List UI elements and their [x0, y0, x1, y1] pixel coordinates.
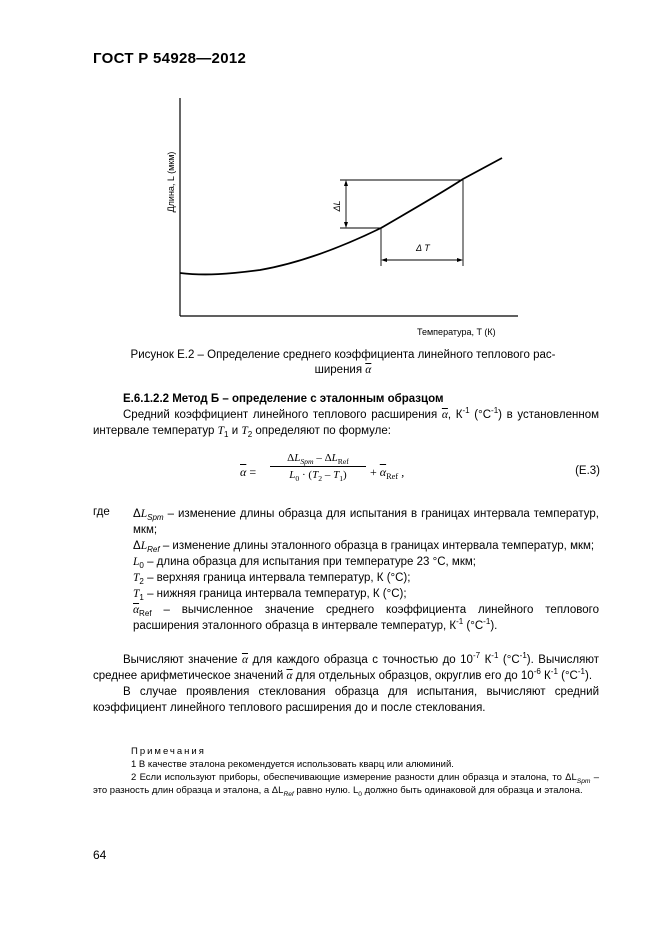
length-temperature-curve: [180, 158, 502, 274]
formula-e3: [240, 452, 600, 496]
caption-line-1: Рисунок Е.2 – Определение среднего коэффициента линейного теплового рас-: [130, 349, 556, 361]
method-b-section: [93, 391, 599, 439]
note-1: 1 В качестве эталона рекомендуется использовать кварц или алюминий.: [131, 759, 454, 770]
formula-number: (Е.3): [575, 465, 600, 477]
formula-numerator: $\Delta L_{Spm} - \Delta L_{Ref}$: [270, 452, 366, 467]
where-label: где: [93, 506, 110, 518]
section-intro: Средний коэффициент линейного теплового расширения $\overline{\alpha}$, $К^{-1}$ $(^\circ С^{-1})$ в установленном интервале температур $T_1$ и $T_2$ определяют по формуле:: [93, 406, 600, 439]
formula-lhs: $\overline{\alpha}$ =: [240, 465, 257, 479]
delta-t-label: Δ T: [416, 243, 430, 253]
x-axis-label: Температура, T (К): [417, 327, 496, 337]
body-paragraphs: [93, 652, 599, 716]
formula-tail: + $\overline{\alpha}_{Ref}$ ,: [370, 465, 405, 481]
definition-item: $T_1$ – нижняя граница интервала температур, К (°С);: [133, 588, 407, 602]
definition-item: $\Delta L_{Ref}$ – изменение длины эталонного образца в границах интервала температур, мкм;: [133, 540, 595, 554]
standard-header: ГОСТ Р 54928—2012: [93, 50, 247, 67]
formula-fraction: [270, 452, 366, 481]
note-2: 2 Если используют приборы, обеспечивающие измерение разности длин образца и эталона, то $\Delta L_{Spm}$ – это разность длин образца и эталона, а $\Delta L_{Ref}$ равно нулю. $L_0$ должно быть одинаковой для образца и эталона.: [93, 772, 599, 798]
y-axis-label: Длина, L (мкм): [166, 151, 176, 213]
section-heading: Е.6.1.2.2 Метод Б – определение с эталонным образцом: [123, 393, 444, 405]
notes-block: [93, 745, 599, 797]
definition-item: $T_2$ – верхняя граница интервала температур, К (°С);: [133, 572, 411, 586]
notes-title: Примечания: [131, 746, 206, 757]
definitions-list: [133, 506, 599, 634]
definition-item: $\Delta L_{Spm}$ – изменение длины образца для испытания в границах интервала температур, мкм;: [133, 508, 599, 536]
formula-denominator: $L_0 \cdot (T_2 - T_1)$: [289, 469, 347, 483]
page-number: 64: [93, 848, 107, 862]
definition-item: $L_0$ – длина образца для испытания при температуре 23 °С, мкм;: [133, 556, 476, 570]
delta-l-label: ΔL: [332, 200, 342, 212]
paragraph-precision: Вычисляют значение $\overline{\alpha}$ для каждого образца с точностью до $10^{-7}$ $К^{-1}$ $(^\circ С^{-1})$. Вычисляют среднее арифметическое значений $\overline{\alpha}$ для отдельных образцов, округлив его до $10^{-6}$ $К^{-1}$ $(^\circ С^{-1})$.: [93, 651, 599, 682]
paragraph-glass-transition: В случае проявления стеклования образца для испытания, вычисляют средний коэффициент линейного теплового расширения до и после стеклования.: [93, 686, 599, 714]
definition-item: $\overline{\alpha}_{Ref}$ – вычисленное значение среднего коэффициента линейного теплового расширения эталонного образца в интервале температур, $К^{-1}$ $(^\circ С^{-1})$.: [133, 604, 599, 632]
figure-caption: [93, 348, 593, 378]
caption-line-2: ширения $\overline{\alpha}$: [314, 364, 372, 376]
thermal-expansion-figure: [150, 88, 530, 346]
